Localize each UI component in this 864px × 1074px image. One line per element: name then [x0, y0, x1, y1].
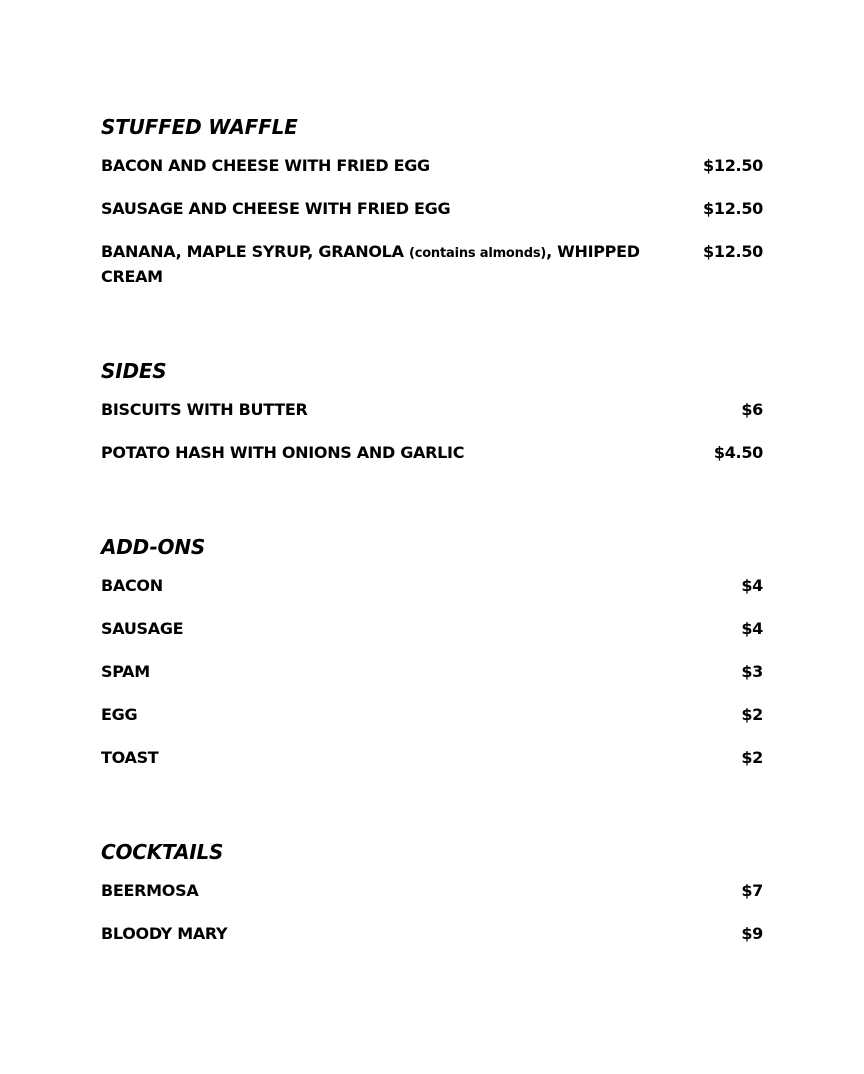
section-title: COCKTAILS [101, 840, 224, 864]
item-name: BLOODY MARY [101, 924, 228, 943]
section-add-ons [101, 534, 763, 769]
menu-item [101, 879, 763, 902]
item-name: TOAST [101, 748, 159, 767]
menu-item [101, 660, 763, 683]
menu-item [101, 197, 763, 220]
item-price: $2 [741, 748, 763, 767]
item-price: $3 [741, 662, 763, 681]
item-name: SPAM [101, 662, 150, 681]
section-stuffed-waffle [101, 114, 763, 288]
menu-item [101, 441, 763, 464]
menu-item [101, 154, 763, 177]
item-price: $4.50 [713, 443, 763, 462]
menu-item [101, 574, 763, 597]
item-name: EGG [101, 705, 138, 724]
item-name: BEERMOSA [101, 881, 199, 900]
item-name-part: BANANA, MAPLE SYRUP, GRANOLA [101, 242, 404, 261]
menu-item [101, 617, 763, 640]
item-price: $4 [741, 576, 763, 595]
menu-item [101, 398, 763, 421]
item-price: $2 [741, 705, 763, 724]
section-sides [101, 358, 763, 464]
menu-item [101, 746, 763, 769]
item-price: $7 [741, 881, 763, 900]
section-title: STUFFED WAFFLE [101, 115, 298, 139]
item-price: $9 [741, 924, 763, 943]
item-name: SAUSAGE AND CHEESE WITH FRIED EGG [101, 199, 451, 218]
item-name-part: , WHIPPED CREAM [101, 242, 640, 286]
menu [101, 114, 763, 1015]
item-price: $12.50 [703, 156, 763, 175]
item-name: BACON [101, 576, 163, 595]
menu-item [101, 240, 763, 288]
section-title: ADD-ONS [101, 535, 206, 559]
item-price: $12.50 [703, 199, 763, 218]
item-price: $12.50 [703, 242, 763, 261]
menu-item [101, 703, 763, 726]
item-name: POTATO HASH WITH ONIONS AND GARLIC [101, 443, 465, 462]
item-allergen-note: (contains almonds) [408, 246, 547, 261]
section-title: SIDES [101, 359, 167, 383]
item-name [101, 240, 676, 288]
menu-item [101, 922, 763, 945]
item-name: BISCUITS WITH BUTTER [101, 400, 308, 419]
item-name: BACON AND CHEESE WITH FRIED EGG [101, 156, 430, 175]
item-name: SAUSAGE [101, 619, 184, 638]
item-price: $4 [741, 619, 763, 638]
item-price: $6 [741, 400, 763, 419]
section-cocktails [101, 839, 763, 945]
